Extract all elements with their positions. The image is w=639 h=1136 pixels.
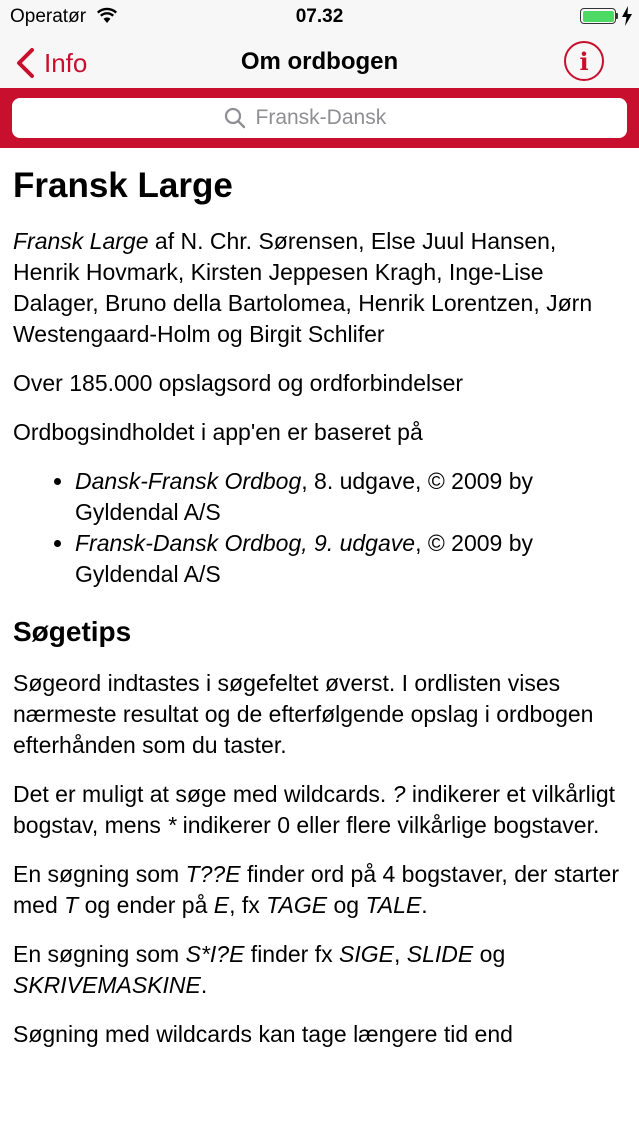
tip-wildcard: * [167,812,177,838]
status-time: 07.32 [295,6,344,27]
search-field[interactable] [12,98,627,138]
status-bar [0,0,639,34]
authors-book-title: Fransk Large [13,228,149,254]
tip-text: En søgning som [13,941,186,967]
search-icon [224,107,246,129]
tip-example: T [64,892,79,918]
tip-text: , fx [229,892,267,918]
tip-example: E [213,892,230,918]
tip-example: SIGE [339,941,394,967]
tip-example: SKRIVEMASKINE [13,972,201,998]
tip-text: og [473,941,506,967]
tip-example: S*I?E [185,941,245,967]
navigation-bar [0,34,639,88]
tip-text: . [421,892,428,918]
tip-paragraph: Søgeord indtastes i søgefeltet øverst. I ordlisten vises nærmeste resultat og de efterfølgende opslag i ordbogen efterhånden som du taster. [13,670,594,758]
entry-count: Over 185.000 opslagsord og ordforbindelser [13,370,464,396]
tip-paragraph: Søgning med wildcards kan tage længere tid end [13,1021,513,1047]
battery-icon [580,8,616,24]
tip-text: En søgning som [13,861,186,887]
source-title: Dansk-Fransk Ordbog [75,468,302,494]
based-on-text: Ordbogsindholdet i app'en er baseret på [13,419,423,445]
tip-example: TALE [365,892,422,918]
tip-text: finder ord på 4 bogstaver, der starter med [13,861,620,918]
authors-paragraph [13,226,625,350]
tip-example: SLIDE [406,941,474,967]
tip-text: . [200,972,208,998]
tip-paragraph [13,859,625,921]
tip-text: , [394,941,407,967]
source-edition: , 8. udgave, © 2009 by Gyldendal A/S [75,468,534,525]
tip-text: og [327,892,366,918]
tip-wildcard: ? [392,781,406,807]
authors-list: af N. Chr. Sørensen, Else Juul Hansen, Henrik Hovmark, Kirsten Jeppesen Kragh, Inge-Lise Dalager, Bruno della Bartolomea, Henrik Lorentzen, Jørn Westengaard-Holm og Birgit Schlifer [13,228,593,347]
battery-cap [616,13,618,19]
tip-text: Det er muligt at søge med wildcards. [13,781,393,807]
source-item [75,528,625,590]
tip-example: T??E [185,861,241,887]
search-bar [0,88,639,148]
info-circle-icon[interactable]: i [564,41,604,81]
charging-bolt-icon [621,6,633,26]
search-tips-heading: Søgetips [13,616,132,647]
back-button-label: Info [44,47,88,78]
page-title: Om ordbogen [240,48,399,75]
dictionary-title: Fransk Large [13,166,233,205]
source-list [13,466,625,590]
source-item [75,466,625,528]
tip-text: indikerer 0 eller flere vilkårlige bogstaver. [176,812,600,838]
tip-text: finder fx [244,941,340,967]
source-edition: , © 2009 by Gyldendal A/S [75,530,534,587]
tip-paragraph [13,779,625,841]
search-input[interactable] [256,106,416,130]
source-title: Fransk-Dansk Ordbog, 9. udgave [75,530,416,556]
tip-example: TAGE [266,892,328,918]
dictionary-info-content [13,148,625,1050]
carrier-label: Operatør [10,6,87,27]
tip-text: og ender på [78,892,214,918]
tip-text: indikerer et vilkårligt bogstav, mens [13,781,616,838]
tip-paragraph [13,939,625,1001]
